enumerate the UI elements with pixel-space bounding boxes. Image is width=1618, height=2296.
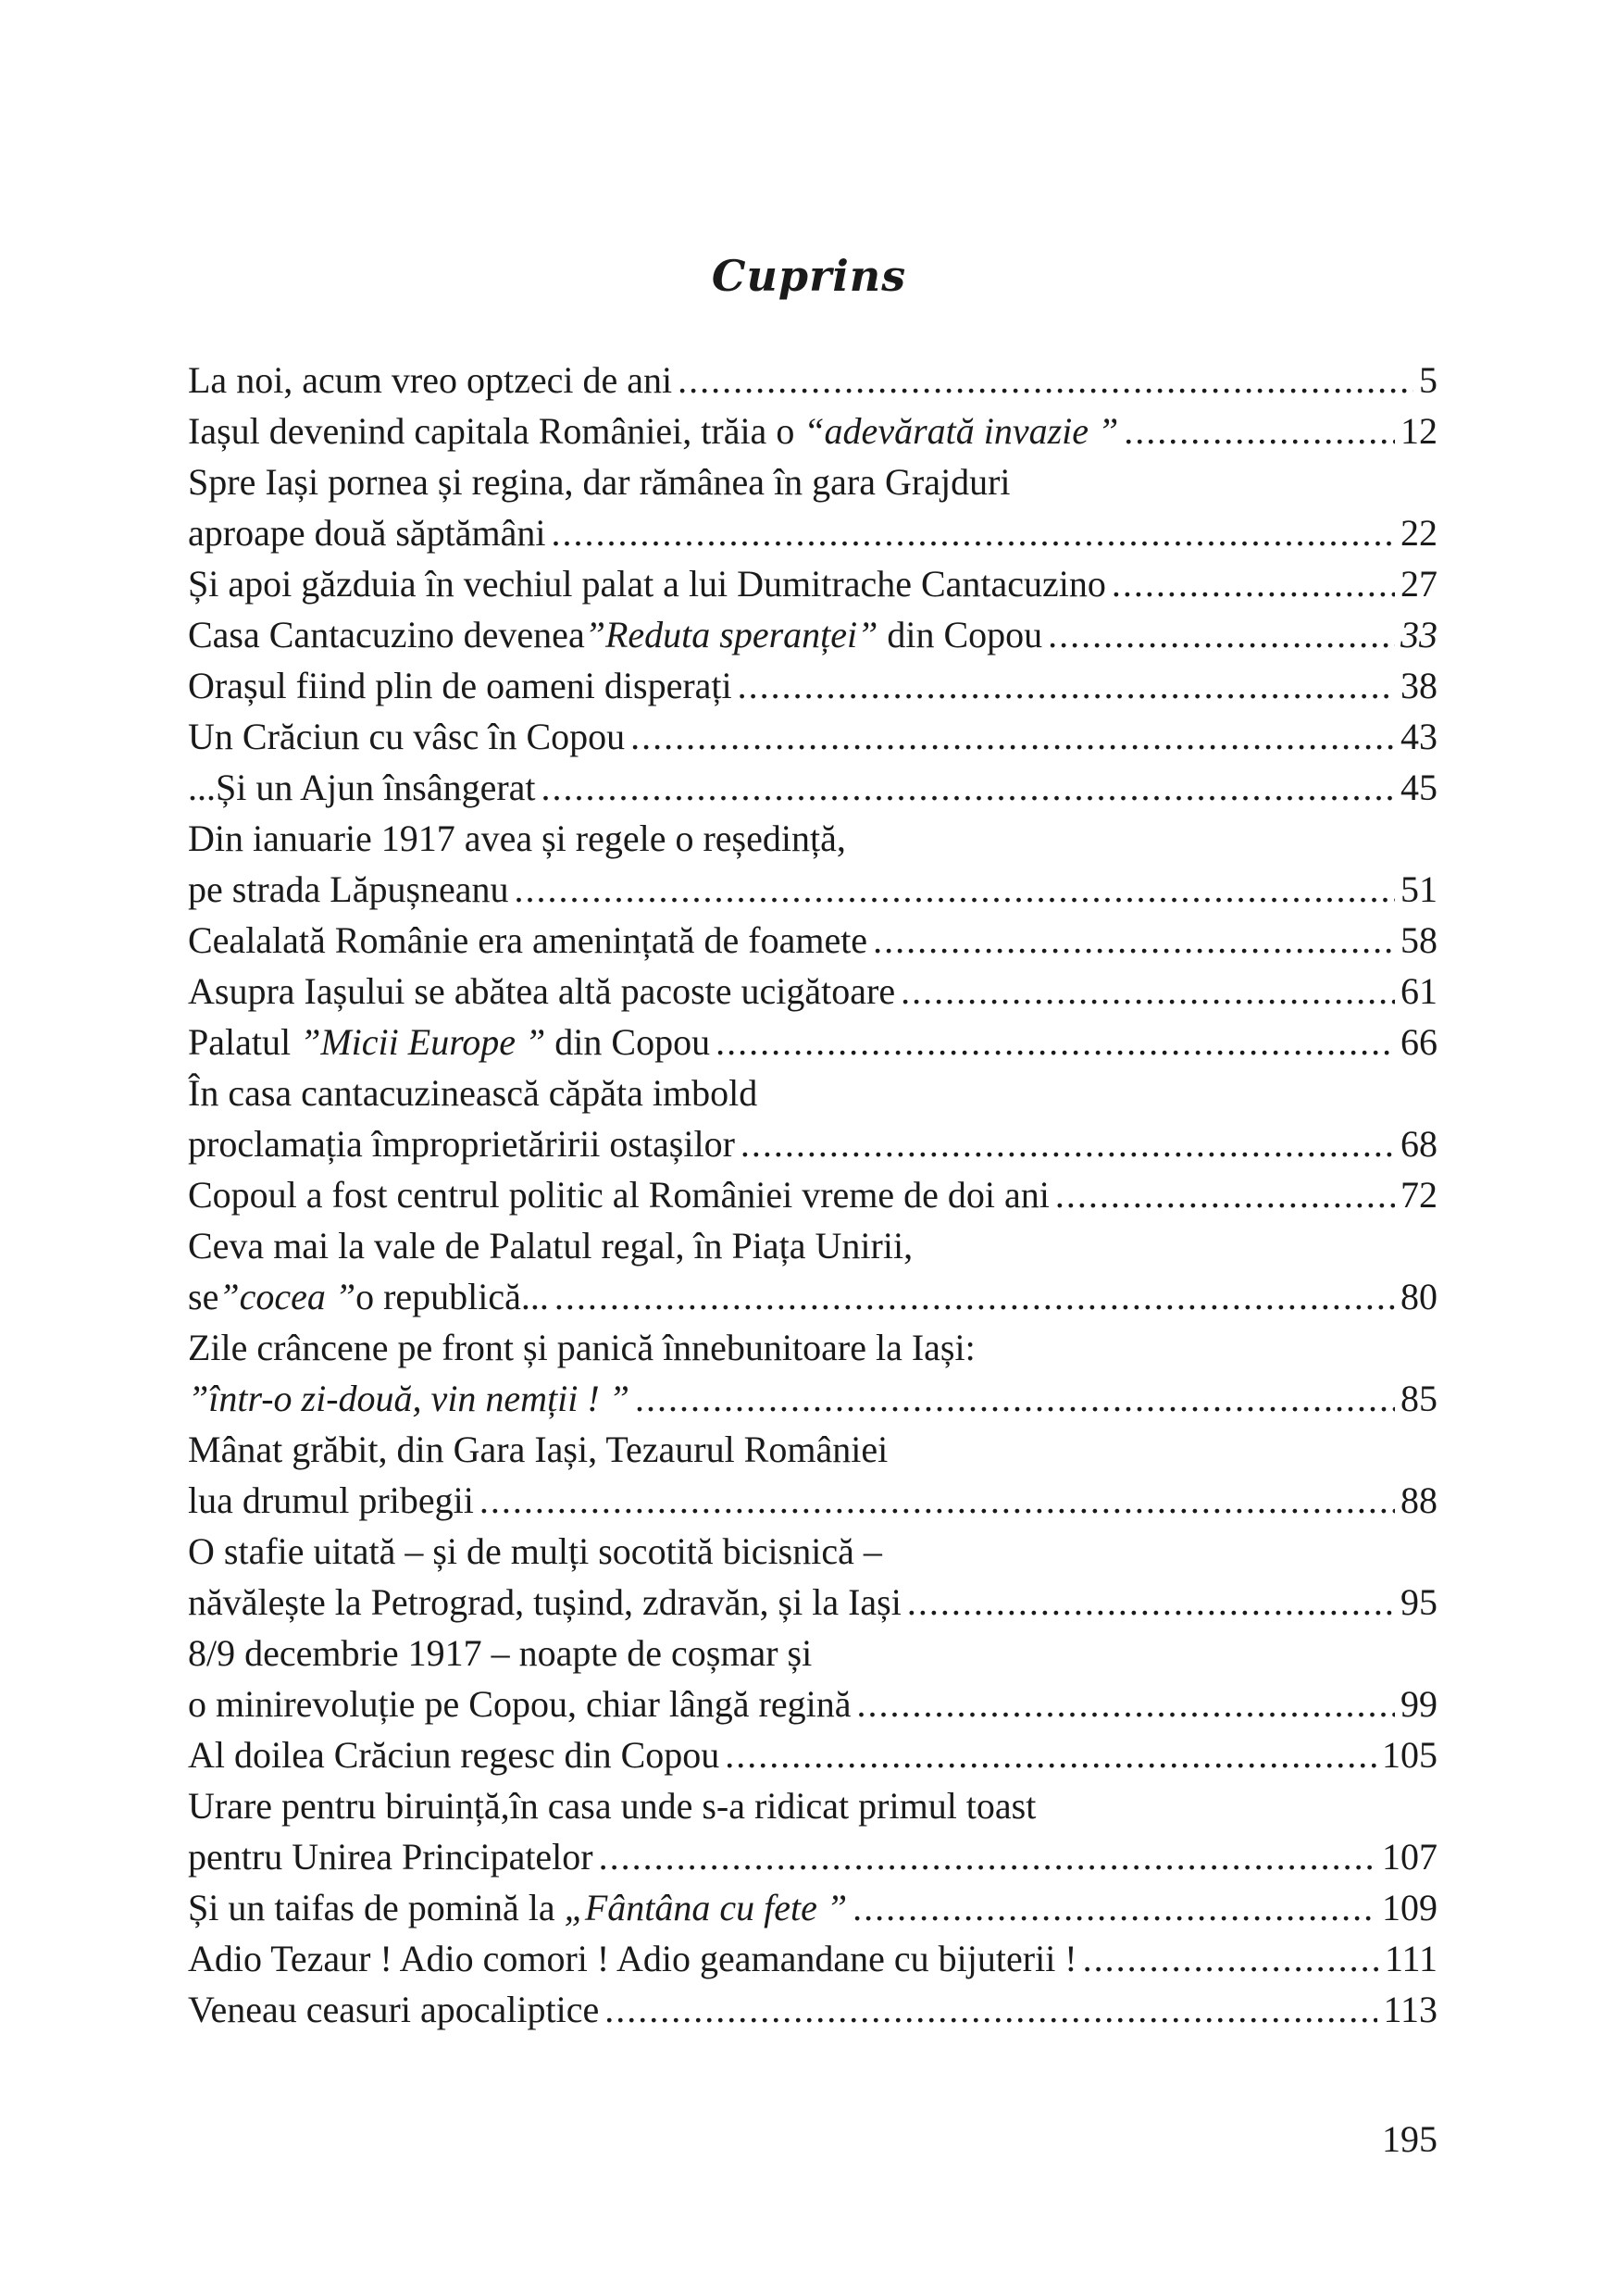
leader-dots [741, 1118, 1395, 1169]
toc-entry-title: Spre Iași pornea și regina, dar rămânea în gara Grajduri [188, 461, 1011, 503]
table-of-contents [188, 355, 1438, 2035]
toc-entry-title: Un Crăciun cu vâsc în Copou [188, 716, 626, 757]
toc-page-number: 33 [1400, 614, 1438, 655]
toc-entry[interactable] [188, 1322, 1438, 1424]
toc-entry-title-cont: năvălește la Petrograd, tușind, zdravăn, și la Iași [188, 1581, 902, 1623]
toc-entry-title: Iașul devenind capitala României, trăia o “adevărată invazie ” [188, 410, 1119, 452]
leader-dots [716, 1017, 1395, 1067]
toc-entry[interactable] [188, 915, 1438, 966]
toc-page-number: 72 [1400, 1174, 1438, 1216]
page-title: Cuprins [711, 251, 907, 301]
toc-page-number: 45 [1400, 767, 1438, 808]
toc-entry-title: Asupra Iașului se abătea altă pacoste ucigătoare [188, 970, 896, 1012]
leader-dots [541, 762, 1395, 813]
toc-page-number: 99 [1400, 1683, 1438, 1725]
toc-entry-title: Al doilea Crăciun regesc din Copou [188, 1734, 720, 1776]
toc-entry-title: Palatul ”Micii Europe ” din Copou [188, 1021, 711, 1063]
toc-page-number: 111 [1384, 1938, 1438, 1979]
leader-dots [738, 660, 1395, 711]
leader-dots [856, 1678, 1395, 1729]
toc-entry[interactable] [188, 1017, 1438, 1067]
leader-dots [515, 864, 1395, 915]
toc-entry[interactable] [188, 355, 1438, 406]
leader-dots [1124, 406, 1395, 456]
toc-entry[interactable] [188, 456, 1438, 558]
leader-dots [1083, 1933, 1379, 1984]
toc-entry[interactable] [188, 558, 1438, 609]
page-number: 195 [1382, 2118, 1438, 2160]
leader-dots [552, 507, 1395, 558]
toc-page-number: 5 [1419, 359, 1438, 401]
toc-entry-title: Din ianuarie 1917 avea și regele o reședință, [188, 817, 846, 859]
toc-entry-title: Mânat grăbit, din Gara Iași, Tezaurul României [188, 1429, 889, 1470]
toc-page-number: 95 [1400, 1581, 1438, 1623]
leader-dots [873, 915, 1395, 966]
toc-entry-title: Adio Tezaur ! Adio comori ! Adio geamandane cu bijuterii ! [188, 1938, 1077, 1979]
toc-entry-title-cont: se”cocea ”o republică... [188, 1276, 549, 1317]
toc-entry-title: Și apoi găzduia în vechiul palat a lui Dumitrache Cantacuzino [188, 563, 1106, 605]
toc-entry-title-cont: aproape două săptămâni [188, 512, 546, 554]
leader-dots [479, 1475, 1395, 1526]
toc-entry[interactable] [188, 1067, 1438, 1169]
toc-entry[interactable] [188, 1984, 1438, 2035]
toc-entry[interactable] [188, 1882, 1438, 1933]
toc-entry-title: Copoul a fost centrul politic al României vreme de doi ani [188, 1174, 1050, 1216]
toc-page-number: 12 [1400, 410, 1438, 452]
leader-dots [635, 1373, 1395, 1424]
leader-dots [901, 966, 1395, 1017]
toc-page-number: 107 [1382, 1836, 1438, 1878]
leader-dots [1112, 558, 1395, 609]
leader-dots [1055, 1169, 1395, 1220]
toc-entry[interactable] [188, 711, 1438, 762]
toc-entry-title: 8/9 decembrie 1917 – noapte de coșmar și [188, 1632, 813, 1674]
toc-entry[interactable] [188, 609, 1438, 660]
toc-entry[interactable] [188, 660, 1438, 711]
toc-entry-title-cont: pe strada Lăpușneanu [188, 868, 509, 910]
toc-entry[interactable] [188, 1169, 1438, 1220]
toc-page-number: 80 [1400, 1276, 1438, 1317]
toc-entry-title: Veneau ceasuri apocaliptice [188, 1989, 600, 2030]
toc-entry[interactable] [188, 1526, 1438, 1628]
toc-page-number: 43 [1400, 716, 1438, 757]
toc-entry-title: Orașul fiind plin de oameni disperați [188, 665, 732, 706]
toc-entry[interactable] [188, 1628, 1438, 1729]
toc-entry[interactable] [188, 966, 1438, 1017]
leader-dots [1048, 609, 1395, 660]
toc-page-number: 27 [1400, 563, 1438, 605]
leader-dots [630, 711, 1395, 762]
toc-page-number: 22 [1400, 512, 1438, 554]
leader-dots [554, 1271, 1395, 1322]
toc-entry-title-cont: pentru Unirea Principatelor [188, 1836, 593, 1878]
toc-entry[interactable] [188, 1780, 1438, 1882]
toc-page-number: 88 [1400, 1479, 1438, 1521]
toc-entry-title: Casa Cantacuzino devenea”Reduta speranței” din Copou [188, 614, 1043, 655]
toc-entry-title: În casa cantacuzinească căpăta imbold [188, 1072, 758, 1114]
leader-dots [725, 1729, 1376, 1780]
toc-entry-title: O stafie uitată – și de mulți socotită bicisnică – [188, 1530, 882, 1572]
toc-entry[interactable] [188, 762, 1438, 813]
toc-page-number: 38 [1400, 665, 1438, 706]
toc-entry-title: Urare pentru biruință,în casa unde s-a ridicat primul toast [188, 1785, 1037, 1827]
toc-page-number: 113 [1383, 1989, 1438, 2030]
leader-dots [907, 1577, 1395, 1628]
toc-entry-title-cont: proclamația împroprietăririi ostașilor [188, 1123, 735, 1165]
toc-page-number: 66 [1400, 1021, 1438, 1063]
toc-page-number: 109 [1382, 1887, 1438, 1928]
toc-page-number: 85 [1400, 1378, 1438, 1419]
toc-entry[interactable] [188, 813, 1438, 915]
toc-entry-title: Și un taifas de pomină la „Fântâna cu fete ” [188, 1887, 848, 1928]
toc-page-number: 68 [1400, 1123, 1438, 1165]
toc-entry[interactable] [188, 1729, 1438, 1780]
toc-entry[interactable] [188, 1220, 1438, 1322]
leader-dots [604, 1984, 1377, 2035]
leader-dots [678, 355, 1413, 406]
toc-entry[interactable] [188, 406, 1438, 456]
leader-dots [853, 1882, 1376, 1933]
toc-page-number: 61 [1400, 970, 1438, 1012]
toc-entry-title-cont: ”într-o zi-două, vin nemții ! ” [188, 1378, 629, 1419]
toc-entry-title: Ceva mai la vale de Palatul regal, în Piața Unirii, [188, 1225, 914, 1267]
toc-entry[interactable] [188, 1933, 1438, 1984]
toc-page-number: 58 [1400, 919, 1438, 961]
toc-page-number: 105 [1382, 1734, 1438, 1776]
toc-entry-title: ...Și un Ajun însângerat [188, 767, 536, 808]
toc-entry-title: Cealalată Românie era amenințată de foamete [188, 919, 868, 961]
toc-entry-title-cont: lua drumul pribegii [188, 1479, 474, 1521]
toc-entry-title: La noi, acum vreo optzeci de ani [188, 359, 673, 401]
toc-entry-title: Zile crâncene pe front și panică înnebunitoare la Iași: [188, 1327, 976, 1368]
toc-entry-title-cont: o minirevoluție pe Copou, chiar lângă regină [188, 1683, 852, 1725]
toc-page-number: 51 [1400, 868, 1438, 910]
toc-entry[interactable] [188, 1424, 1438, 1526]
leader-dots [599, 1831, 1376, 1882]
